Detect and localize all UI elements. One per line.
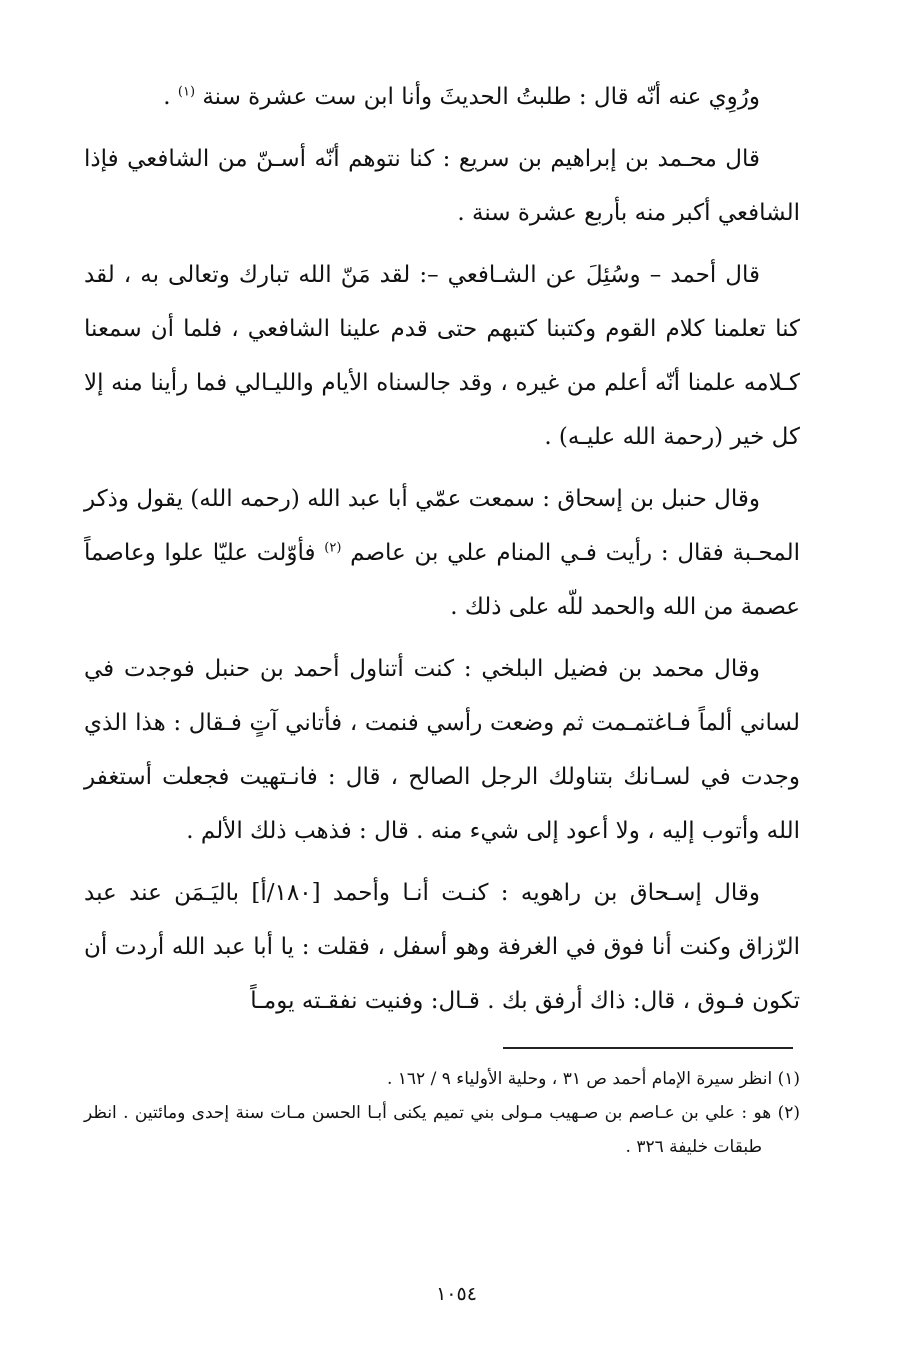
footnote-2: (٢) هو : علي بن عـاصم بن صـهيب مـولى بني تميم يكنى أبـا الحسن مـات سنة إحدى ومائتين . انظر طبقات خليفة ٣٢٦ . <box>84 1103 800 1157</box>
paragraph-4 <box>84 472 800 634</box>
footnote-divider <box>503 1047 793 1049</box>
page-number: ١٠٥٤ <box>436 1283 477 1305</box>
main-text <box>84 70 800 1036</box>
footnote-ref-1: (١) <box>177 84 196 100</box>
paragraph-3: قال أحمد – وسُئِلَ عن الشـافعي –: لقد مَنّ الله تبارك وتعالى به ، لقد كنا تعلمنا كلام القوم وكتبنا كتبهم حتى قدم علينا الشافعي ، فلما أن سمعنا كـلامه علمنا أنّه أعلم من غيره ، وقد جالسناه الأيام والليـالي فما رأينا منه إلا كل خير (رحمة الله عليـه) . <box>84 262 800 450</box>
paragraph-2: قال محـمد بن إبراهيم بن سريع : كنا نتوهم أنّه أسـنّ من الشافعي فإذا الشافعي أكبر منه بأربع عشرة سنة . <box>84 146 800 226</box>
paragraph-6: وقال إسـحاق بن راهويه : كنـت أنـا وأحمد [١٨٠/أ] باليَـمَن عند عبد الرّزاق وكنت أنا فوق في الغرفة وهو أسفل ، فقلت : يا أبا عبد الله أردت أن تكون فـوق ، قال: ذاك أرفق بك . قـال: وفنيت نفقـته يومـاً <box>84 880 800 1014</box>
footnotes <box>84 1062 800 1164</box>
paragraph-5: وقال محمد بن فضيل البلخي : كنت أتناول أحمد بن حنبل فوجدت في لساني ألماً فـاغتمـمت ثم وضعت رأسي فنمت ، فأتاني آتٍ فـقال : هذا الذي وجدت في لسـانك بتناولك الرجل الصالح ، قال : فانـتهيت فجعلت أستغفر الله وأتوب إليه ، ولا أعود إلى شيء منه . قال : فذهب ذلك الألم . <box>84 656 800 844</box>
footnote-1: (١) انظر سيرة الإمام أحمد ص ٣١ ، وحلية الأولياء ٩ / ١٦٢ . <box>386 1069 800 1089</box>
paragraph-1 <box>84 70 800 124</box>
paragraph-1-end: . <box>163 84 178 110</box>
footnote-ref-2: (٢) <box>324 540 342 556</box>
paragraph-4-text: وقال حنبل بن إسحاق : سمعت عمّي أبا عبد الله (رحمه الله) يقول وذكر المحـبة فقال : رأيت فـي المنام علي بن عاصم <box>84 486 800 566</box>
paragraph-1-text: ورُوِي عنه أنّه قال : طلبتُ الحديثَ وأنا ابن ست عشرة سنة <box>202 84 760 110</box>
paragraph-4-end: فأوّلت عليّا علوا وعاصماً عصمة من الله والحمد للّه على ذلك . <box>84 540 800 620</box>
